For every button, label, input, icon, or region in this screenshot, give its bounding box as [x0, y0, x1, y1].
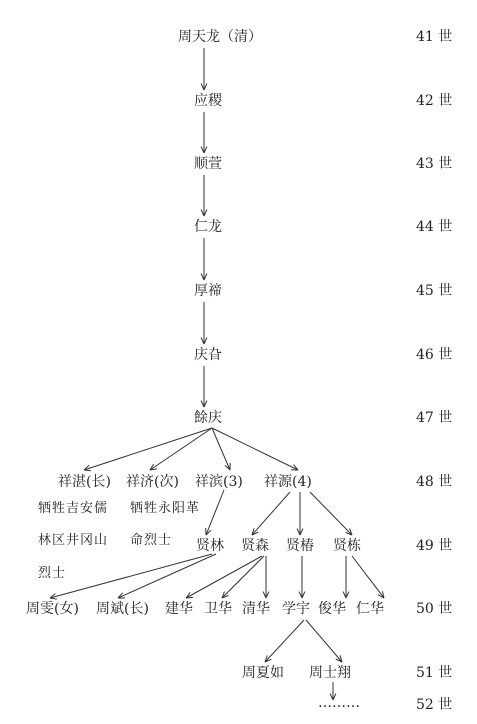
generation-46: 46 世 — [416, 347, 453, 363]
node-xiansen: 贤森 — [241, 538, 269, 554]
trunk-41-42-arrow — [201, 48, 207, 90]
node-weihua: 卫华 — [204, 601, 232, 617]
trunk-43-44-arrow — [201, 175, 207, 216]
trunk-42-43-arrow — [201, 112, 207, 153]
edge-xiansen-qinghua-arrow — [263, 556, 269, 598]
edge-yuqing-xiangji-arrow — [150, 428, 212, 470]
node-zhou-shixiang: 周士翔 — [309, 665, 351, 681]
generation-49: 49 世 — [416, 538, 453, 554]
node-xiangyuan: 祥源(4) — [264, 474, 312, 490]
edge-yuqing-xiangbin-arrow — [212, 428, 230, 470]
node-zhou-bin: 周斌(长) — [96, 601, 149, 617]
note-line3: 烈士 — [38, 566, 67, 581]
node-yingji: 应稷 — [194, 93, 222, 109]
edge-xiandong-renhua-arrow — [352, 556, 384, 598]
node-shunxuan: 顺萱 — [194, 156, 222, 172]
node-jianhua: 建华 — [165, 601, 193, 617]
node-zhou-xiaru: 周夏如 — [242, 665, 284, 681]
generation-41: 41 世 — [416, 29, 453, 45]
node-renhua: 仁华 — [356, 601, 384, 617]
generation-45: 45 世 — [416, 283, 453, 299]
edge-xianchun-xueyu-arrow — [299, 556, 305, 598]
node-xianchun: 贤椿 — [286, 538, 314, 554]
generation-50: 50 世 — [416, 601, 453, 617]
edge-yuqing-xiangyuan-arrow — [212, 428, 298, 470]
note-line1a: 牺牲吉安儒 — [38, 501, 109, 516]
note-line2b: 命烈士 — [130, 533, 173, 548]
node-xueyu: 学宇 — [282, 601, 310, 617]
generation-51: 51 世 — [416, 665, 453, 681]
generation-48: 48 世 — [416, 474, 453, 490]
node-zhou-tianlong: 周天龙（清） — [178, 29, 262, 45]
node-qingtai: 庆旮 — [194, 347, 222, 363]
trunk-44-45-arrow — [201, 238, 207, 280]
node-junhua: 俊华 — [318, 601, 346, 617]
node-xiandong: 贤栋 — [333, 538, 361, 554]
node-qinghua: 清华 — [242, 601, 270, 617]
edge-xiandong-junhua-arrow — [343, 556, 349, 598]
node-xiangzhan: 祥湛(长) — [58, 474, 111, 490]
node-xiangji: 祥济(次) — [126, 474, 179, 490]
edge-xueyu-zhouxiaru-arrow — [265, 620, 304, 662]
generation-52: 52 世 — [416, 697, 453, 713]
edge-yuqing-xiangzhan-arrow — [84, 428, 212, 471]
edge-xueyu-zhoushixiang-arrow — [306, 620, 342, 662]
node-yuqing: 餘庆 — [194, 410, 222, 426]
edge-xiangbin-xianlin-arrow — [206, 490, 224, 535]
edge-xiangyuan-xiansen-arrow — [252, 492, 290, 535]
generation-42: 42 世 — [416, 93, 453, 109]
edge-xiangyuan-xiandong-arrow — [310, 492, 352, 535]
node-xiangbin: 祥滨(3) — [195, 474, 243, 490]
edge-xiangyuan-xianchun-arrow — [297, 492, 303, 535]
note-line2a: 林区井冈山 — [38, 533, 109, 548]
node-xianlin: 贤林 — [196, 538, 224, 554]
node-houdi: 厚禘 — [194, 283, 222, 299]
note-line1b: 牺牲永阳革 — [130, 501, 201, 516]
edge-xiansen-weihua-arrow — [222, 556, 264, 598]
node-ellipsis: ……… — [318, 695, 360, 711]
trunk-46-47-arrow — [201, 366, 207, 407]
trunk-45-46-arrow — [201, 302, 207, 344]
generation-47: 47 世 — [416, 410, 453, 426]
generation-43: 43 世 — [416, 156, 453, 172]
node-zhou-wen: 周雯(女) — [26, 601, 79, 617]
node-renlong: 仁龙 — [194, 219, 222, 235]
generation-44: 44 世 — [416, 219, 453, 235]
